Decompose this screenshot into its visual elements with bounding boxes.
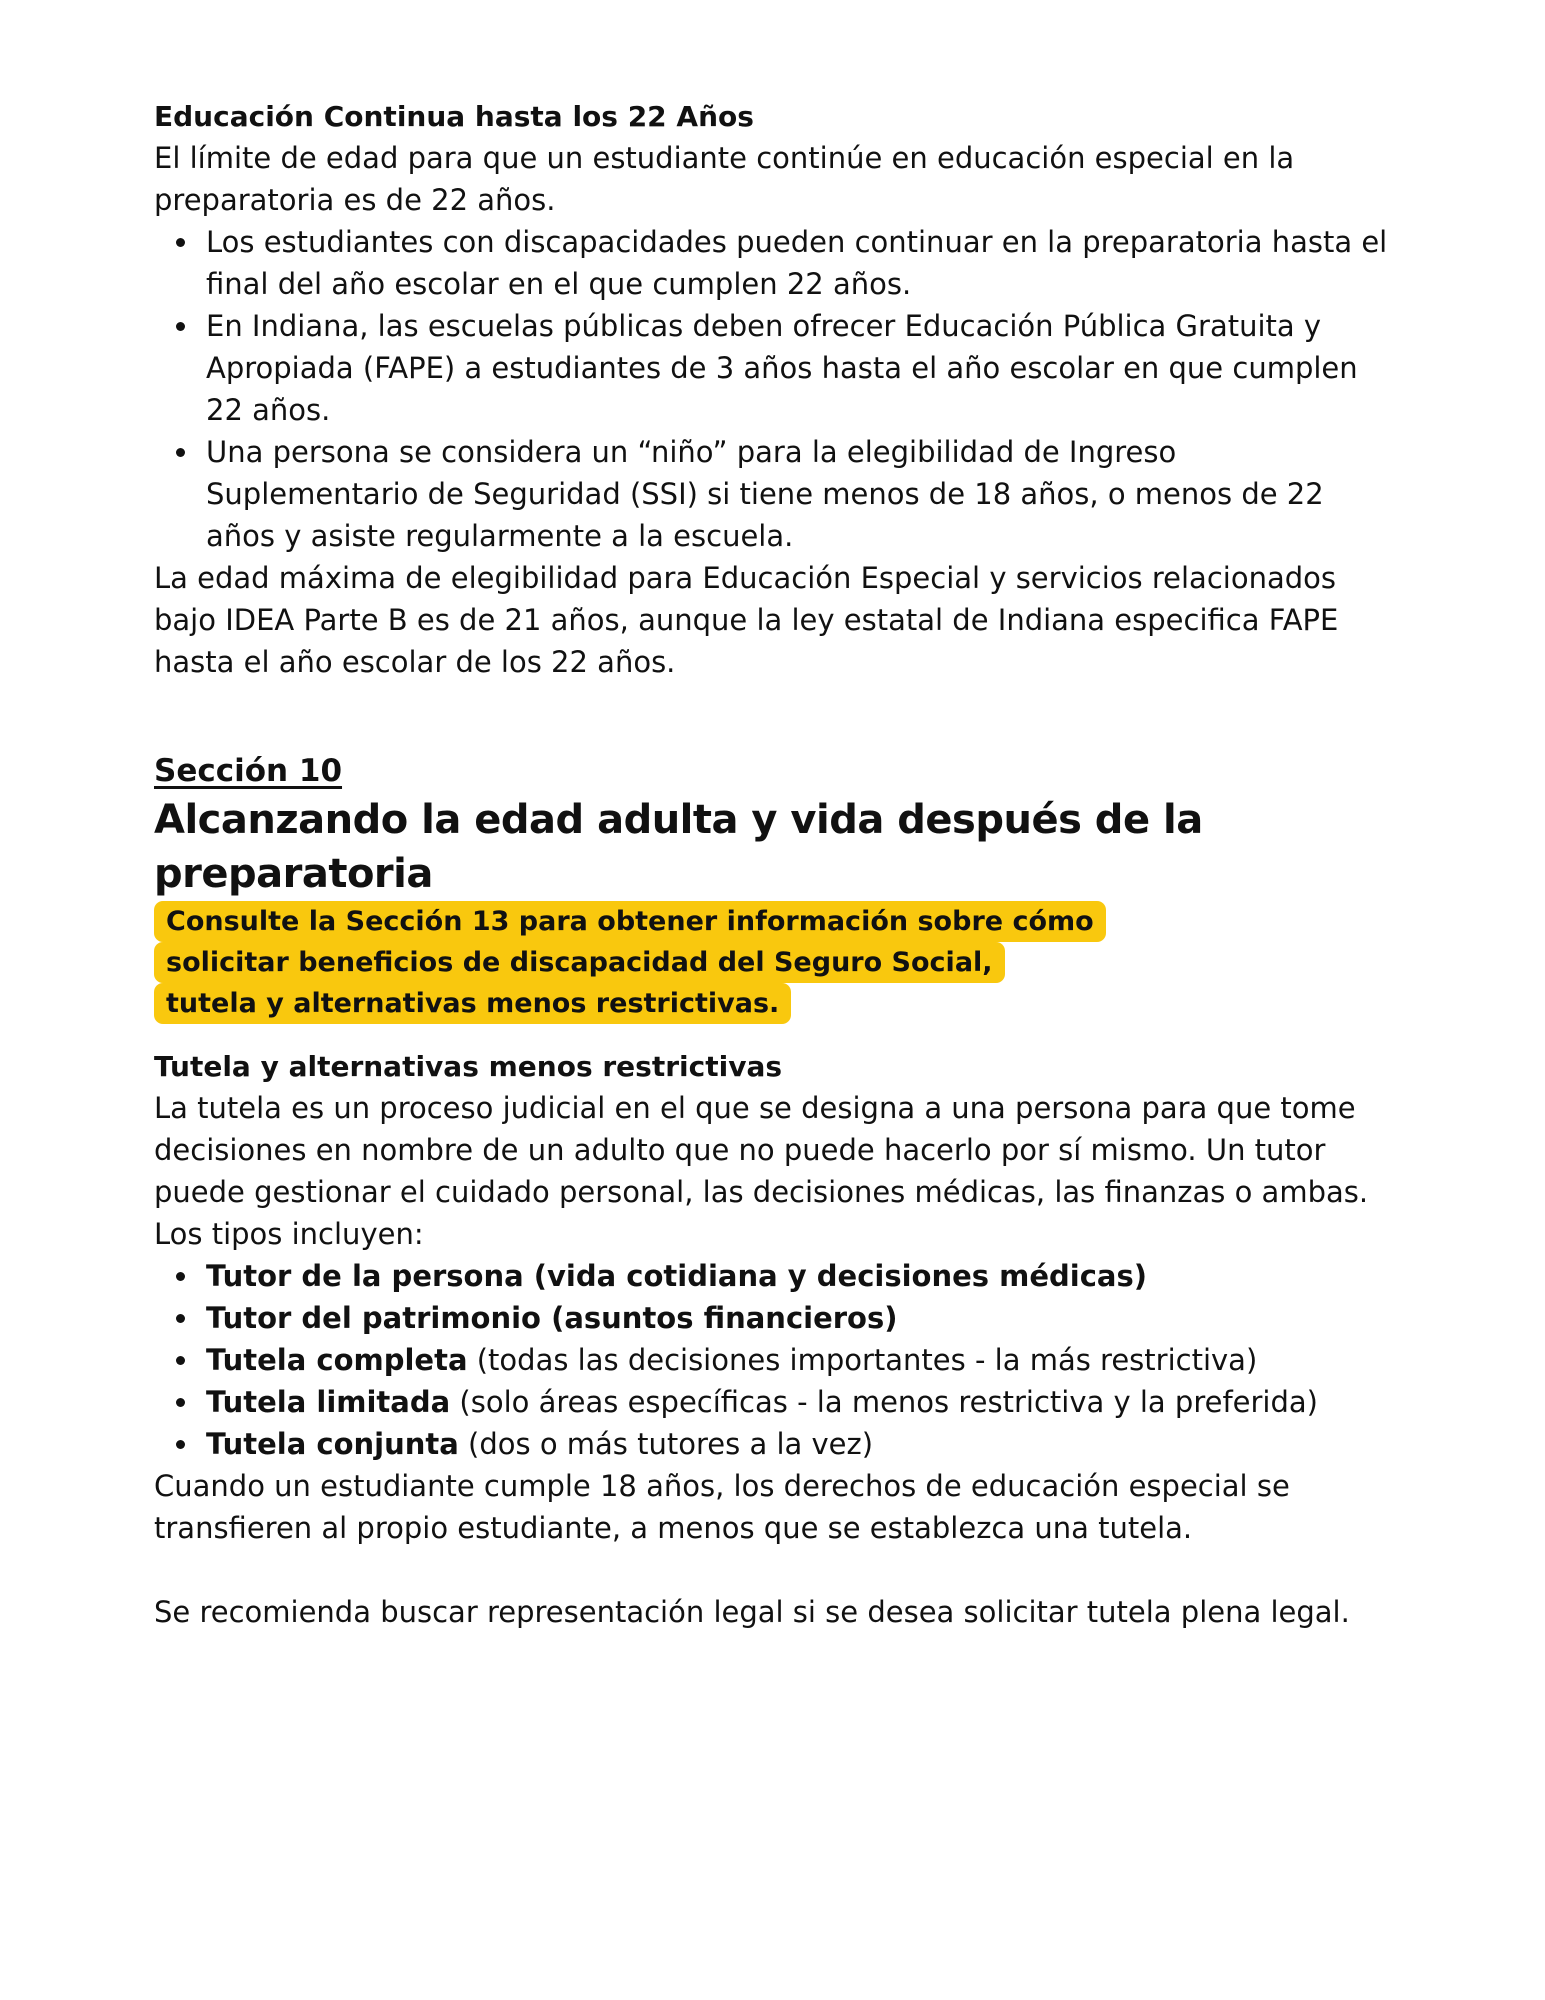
guardianship-type-name: Tutor del patrimonio (asuntos financieros) <box>206 1301 898 1335</box>
highlight-line: Consulte la Sección 13 para obtener información sobre cómo <box>154 901 1106 942</box>
section-highlight-callout <box>154 901 1394 1024</box>
paragraph-spacer <box>154 1549 1394 1591</box>
highlight-line: solicitar beneficios de discapacidad del Seguro Social, <box>154 942 1005 983</box>
guardianship-intro: La tutela es un proceso judicial en el que se designa a una persona para que tome decisiones en nombre de un adulto que no puede hacerlo por sí mismo. Un tutor puede gestionar el cuidado personal, las decisiones médicas, las finanzas o ambas. Los tipos incluyen: <box>154 1091 1369 1251</box>
list-item <box>206 1381 1394 1423</box>
list-item: Una persona se considera un “niño” para la elegibilidad de Ingreso Suplementario de Seguridad (SSI) si tiene menos de 18 años, o menos de 22 años y asiste regularmente a la escuela. <box>206 431 1394 557</box>
section-label: Sección 10 <box>154 753 343 789</box>
continuing-education-intro: El límite de edad para que un estudiante continúe en educación especial en la preparatoria es de 22 años. <box>154 141 1295 217</box>
guardianship-types-list <box>154 1255 1394 1465</box>
continuing-education-closing: La edad máxima de elegibilidad para Educación Especial y servicios relacionados bajo IDEA Parte B es de 21 años, aunque la ley estatal de Indiana especifica FAPE hasta el año escolar de los 22 años. <box>154 561 1339 679</box>
list-item <box>206 1297 1394 1339</box>
guardianship-transfer-note: Cuando un estudiante cumple 18 años, los derechos de educación especial se transfieren al propio estudiante, a menos que se establezca una tutela. <box>154 1469 1290 1545</box>
continuing-education-list <box>154 221 1394 557</box>
guardianship-type-name: Tutela limitada <box>206 1385 451 1419</box>
list-item <box>206 1339 1394 1381</box>
document-page <box>154 96 1394 1633</box>
section-title: Alcanzando la edad adulta y vida después de la preparatoria <box>154 797 1203 897</box>
guardianship-type-detail: (todas las decisiones importantes - la más restrictiva) <box>467 1343 1258 1377</box>
list-item: Los estudiantes con discapacidades pueden continuar en la preparatoria hasta el final del año escolar en el que cumplen 22 años. <box>206 221 1394 305</box>
guardianship-heading: Tutela y alternativas menos restrictivas <box>154 1050 783 1083</box>
guardianship-type-detail: (dos o más tutores a la vez) <box>458 1427 874 1461</box>
guardianship-type-detail: (solo áreas específicas - la menos restrictiva y la preferida) <box>450 1385 1318 1419</box>
guardianship-type-name: Tutor de la persona (vida cotidiana y decisiones médicas) <box>206 1259 1148 1293</box>
guardianship-recommendation: Se recomienda buscar representación legal si se desea solicitar tutela plena legal. <box>154 1595 1350 1629</box>
list-item: En Indiana, las escuelas públicas deben ofrecer Educación Pública Gratuita y Apropiada (FAPE) a estudiantes de 3 años hasta el año escolar en que cumplen 22 años. <box>206 305 1394 431</box>
guardianship-type-name: Tutela conjunta <box>206 1427 459 1461</box>
highlight-line: tutela y alternativas menos restrictivas. <box>154 983 791 1024</box>
list-item <box>206 1423 1394 1465</box>
guardianship-type-name: Tutela completa <box>206 1343 468 1377</box>
list-item <box>206 1255 1394 1297</box>
continuing-education-heading: Educación Continua hasta los 22 Años <box>154 100 754 133</box>
